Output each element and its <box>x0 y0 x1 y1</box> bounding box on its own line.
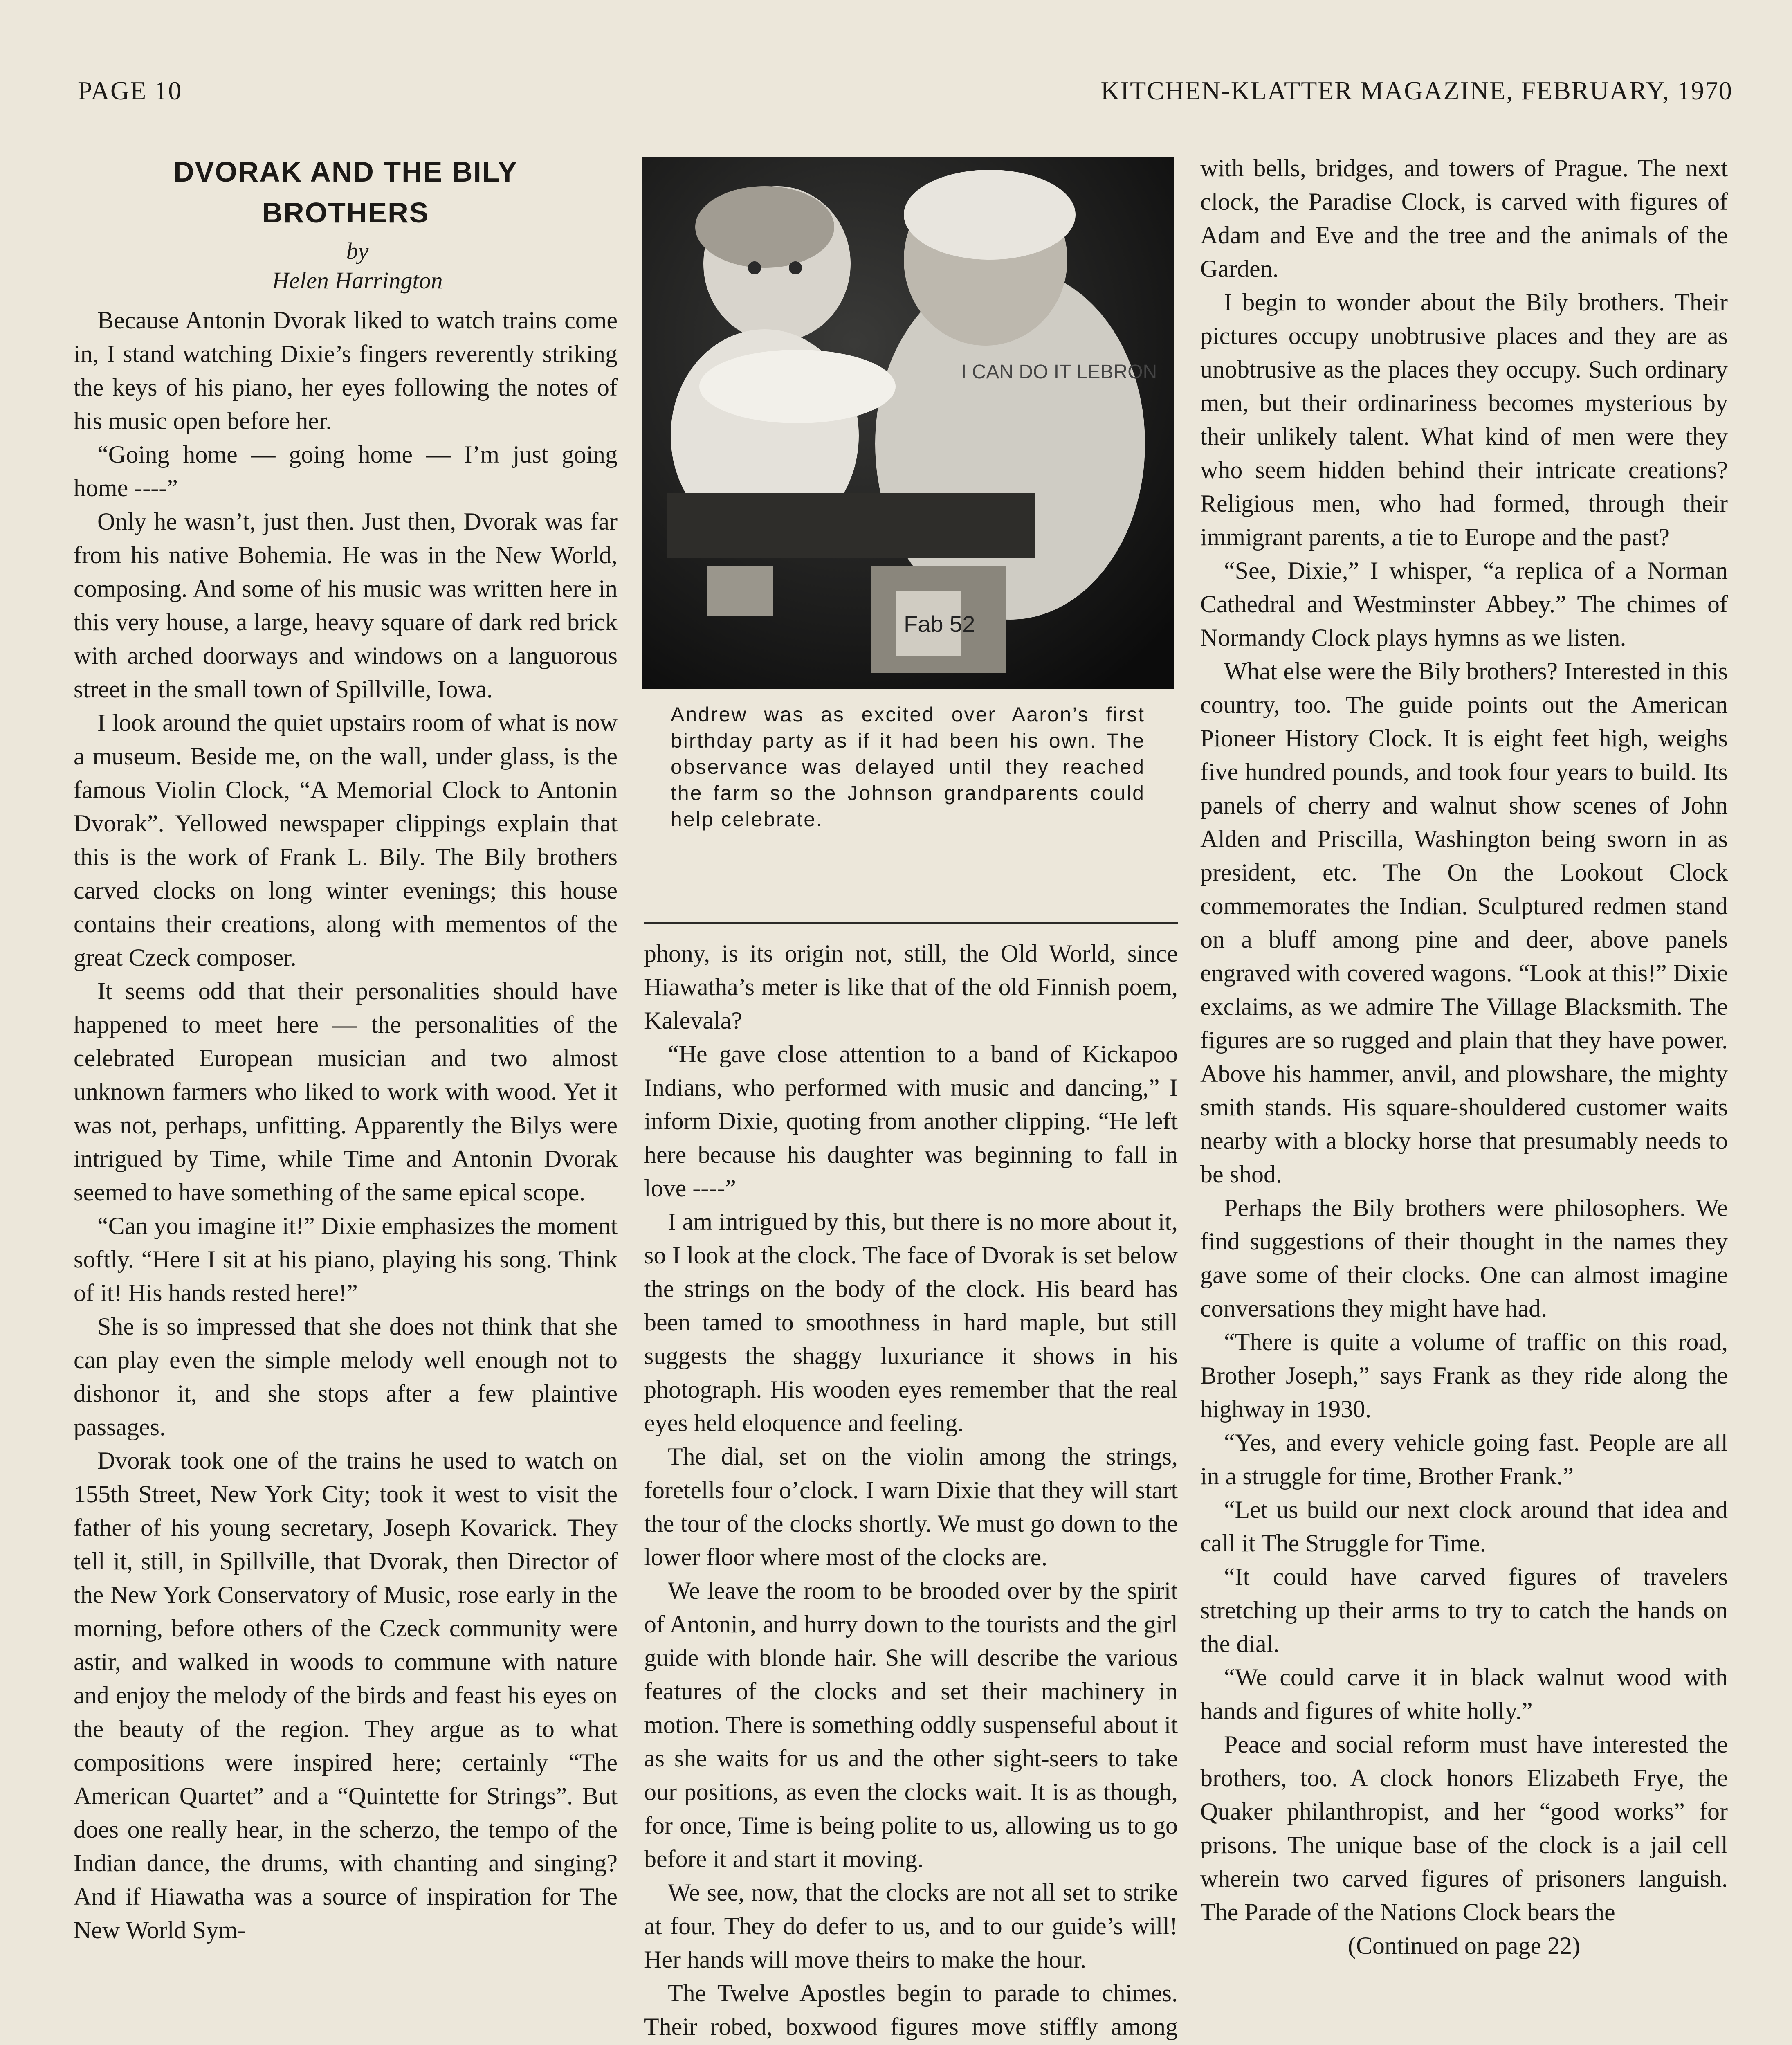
column-2 <box>644 937 1178 2045</box>
paragraph: We see, now, that the clocks are not all set to strike at four. They do defer to us, and to our guide’s will! Her hands will move theirs to make the hour. <box>644 1879 1178 1973</box>
byline-author: Helen Harrington <box>272 267 443 294</box>
paragraph: It seems odd that their personalities should have happened to meet here — the personalities of the celebrated European musician and two almost unknown farmers who liked to work with wood. Yet it was not, perhaps, unfitting. Apparently the Bilys were intrigued by Time, while Time and Antonin Dvorak seemed to have something of the same epical scope. <box>74 978 618 1206</box>
paragraph: The Twelve Apostles begin to parade to chimes. Their robed, boxwood figures move stiffly among <box>644 1980 1178 2040</box>
paragraph: The dial, set on the violin among the strings, foretells four o’clock. I warn Dixie that they will start the tour of the clocks shortly. We must go down to the lower floor where most of the clocks are. <box>644 1443 1178 1571</box>
paragraph: We leave the room to be brooded over by the spirit of Antonin, and hurry down to the tourists and the girl guide with blonde hair. She will describe the various features of the clocks and set their machinery in motion. There is something oddly suspenseful about it as she waits for us and the other sight-seers to take our positions, as even the clocks wait. It is as though, for once, Time is being polite to us, allowing us to go before it and start it moving. <box>644 1577 1178 1872</box>
paragraph: Dvorak took one of the trains he used to watch on 155th Street, New York City; took it west to visit the father of his young secretary, Joseph Kovarick. They tell it, still, in Spillville, that Dvorak, then Director of the New York Conservatory of Music, rose early in the morning, before others of the Czeck community were astir, and walked in woods to commune with nature and enjoy the melody of the birds and feast his eyes on the beauty of the region. They argue as to what compositions were inspired here; certainly “The American Quartet” and a “Quintette for Strings”. But does one really hear, in the scherzo, the tempo of the Indian dance, the drums, with chanting and singing? And if Hiawatha was a source of inspiration for The New World Sym- <box>74 1447 618 1944</box>
paragraph: She is so impressed that she does not think that she can play even the simple melody well enough not to dishonor it, and she stops after a few plaintive passages. <box>74 1313 618 1440</box>
paragraph: with bells, bridges, and towers of Prague. The next clock, the Paradise Clock, is carved with figures of Adam and Eve and the tree and the animals of the Garden. <box>1200 155 1728 282</box>
shirt-text: I CAN DO IT LEBRON <box>961 361 1157 383</box>
article-title-line1: DVORAK AND THE BILY <box>173 156 518 188</box>
paragraph: “There is quite a volume of traffic on this road, Brother Joseph,” says Frank as they ride along the highway in 1930. <box>1200 1328 1728 1423</box>
article-title <box>74 151 618 233</box>
paragraph: Because Antonin Dvorak liked to watch trains come in, I stand watching Dixie’s fingers reverently striking the keys of his piano, her eyes following the notes of his music open before her. <box>74 307 618 434</box>
paragraph: “We could carve it in black walnut wood with hands and figures of white holly.” <box>1200 1664 1728 1724</box>
paragraph: “He gave close attention to a band of Kickapoo Indians, who performed with music and dancing,” I inform Dixie, quoting from another clipping. “He left here because his daughter was beginning to fall in love ----” <box>644 1040 1178 1202</box>
caption-divider <box>644 922 1178 924</box>
paragraph: I look around the quiet upstairs room of what is now a museum. Beside me, on the wall, under glass, is the famous Violin Clock, “A Memorial Clock to Antonin Dvorak”. Yellowed newspaper clippings explain that this is the work of Frank L. Bily. The Bily brothers carved clocks on long winter evenings; this house contains their creations, along with mementos of the great Czeck composer. <box>74 709 618 971</box>
byline-by: by <box>346 238 369 264</box>
magazine-header: KITCHEN-KLATTER MAGAZINE, FEBRUARY, 1970 <box>1100 76 1733 105</box>
paragraph: Perhaps the Bily brothers were philosophers. We find suggestions of their thought in the names they gave some of their clocks. One can almost imagine conversations they might have had. <box>1200 1194 1728 1322</box>
paragraph: “Yes, and every vehicle going fast. People are all in a struggle for time, Brother Frank.” <box>1200 1429 1728 1490</box>
continued-note: (Continued on page 22) <box>1347 1932 1581 1959</box>
paragraph: phony, is its origin not, still, the Old World, since Hiawatha’s meter is like that of the old Finnish poem, Kalevala? <box>644 940 1178 1034</box>
paragraph: “Can you imagine it!” Dixie emphasizes the moment softly. “Here I sit at his piano, playing his song. Think of it! His hands rested here!” <box>74 1212 618 1306</box>
photo-caption: Andrew was as excited over Aaron’s first birthday party as if it had been his own. The observance was delayed until they reached the farm so the Johnson grandparents could help celebrate. <box>671 703 1145 831</box>
paragraph: “It could have carved figures of travelers stretching up their arms to try to catch the hands on the dial. <box>1200 1563 1728 1657</box>
paragraph: I am intrigued by this, but there is no more about it, so I look at the clock. The face of Dvorak is set below the strings on the body of the clock. His beard has been tamed to smoothness in hard maple, but still suggests the shaggy luxuriance it shows in his photograph. His wooden eyes remember that the real eyes held eloquence and feeling. <box>644 1208 1178 1436</box>
paragraph: “Going home — going home — I’m just going home ----” <box>74 441 618 501</box>
paragraph: I begin to wonder about the Bily brothers. Their pictures occupy unobtrusive places and they are as unobtrusive as the places they occupy. Such ordinary men, but their ordinariness becomes mysterious by their unlikely talent. What kind of men were they who seem hidden behind their intricate creations? Religious men, who had formed, through their immigrant parents, a tie to Europe and the past? <box>1200 289 1728 551</box>
column-1 <box>74 151 618 1947</box>
column-3 <box>1200 151 1728 1962</box>
paragraph: Peace and social reform must have interested the brothers, too. A clock honors Elizabeth Frye, the Quaker philanthropist, and her “good works” for prisons. The unique base of the clock is a jail cell wherein two carved figures of prisoners languish. The Parade of the Nations Clock bears the <box>1200 1731 1728 1926</box>
box-label: Fab 52 <box>904 611 975 637</box>
paragraph: “Let us build our next clock around that idea and call it The Struggle for Time. <box>1200 1496 1728 1557</box>
photo-illustration <box>642 157 1174 689</box>
paragraph: What else were the Bily brothers? Interested in this country, too. The guide points out the American Pioneer History Clock. It is eight feet high, weighs five hundred pounds, and took four years to build. Its panels of cherry and walnut show scenes of John Alden and Priscilla, Washington being sworn in as president, etc. The On the Lookout Clock commemorates the Indian. Sculptured redmen stand on a bluff among pine and deer, above panels engraved with covered wagons. “Look at this!” Dixie exclaims, as we admire The Village Blacksmith. The figures are so rugged and plain that they have power. Above his hammer, anvil, and plowshare, the mighty smith stands. His square-shouldered customer waits nearby with a blocky horse that presumably needs to be shod. <box>1200 658 1728 1188</box>
paragraph: “See, Dixie,” I whisper, “a replica of a Norman Cathedral and Westminster Abbey.” The chimes of Normandy Clock plays hymns as we listen. <box>1200 557 1728 651</box>
article-title-line2: BROTHERS <box>262 197 429 229</box>
page-number: PAGE 10 <box>78 76 182 105</box>
birthday-photo <box>642 157 1174 689</box>
paragraph: Only he wasn’t, just then. Just then, Dvorak was far from his native Bohemia. He was in the New World, composing. And some of his music was written here in this very house, a large, heavy square of dark red brick with arched doorways and windows on a languorous street in the small town of Spillville, Iowa. <box>74 508 618 703</box>
